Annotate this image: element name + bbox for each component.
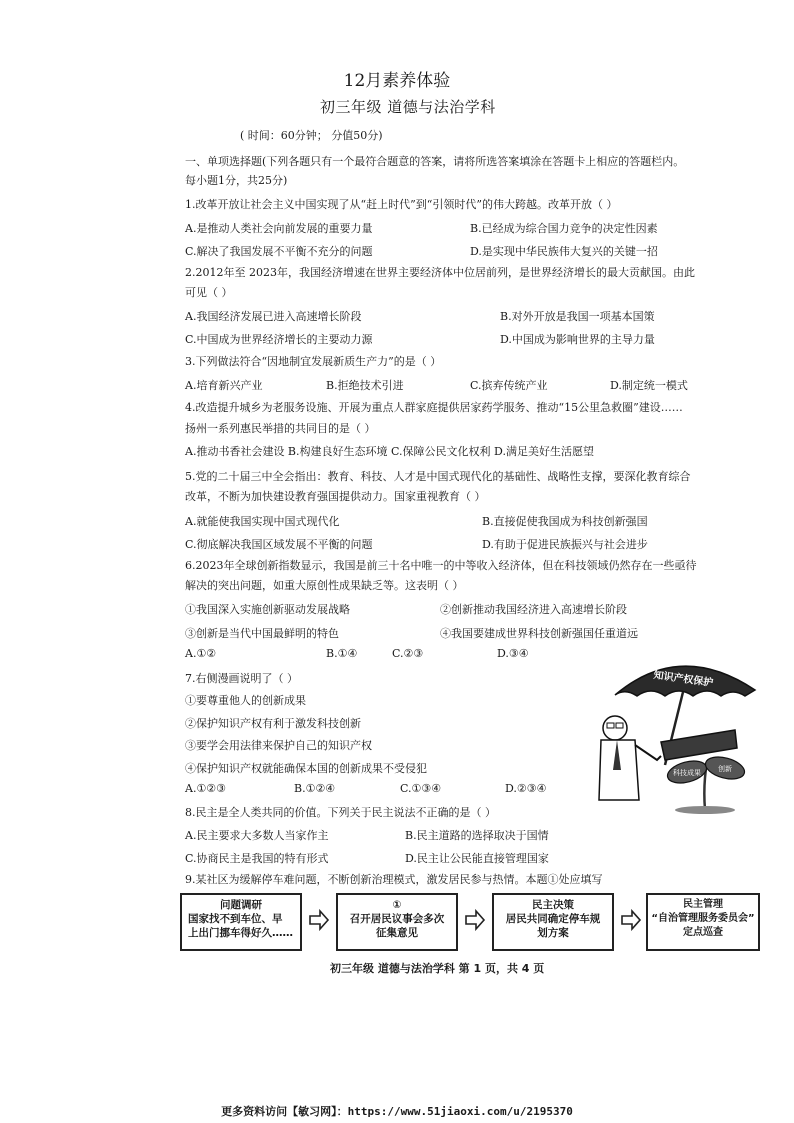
q2-option-c: C.中国成为世界经济增长的主要动力源 xyxy=(185,333,373,346)
flow-arrow-icon xyxy=(464,909,486,931)
q2-option-a: A.我国经济发展已进入高速增长阶段 xyxy=(185,310,362,323)
q6-statement-4: ④我国要建成世界科技创新强国任重道远 xyxy=(440,627,638,640)
page-footer: 初三年级 道德与法治学科 第 1 页，共 4 页 xyxy=(330,962,545,975)
q6-stem-cont: 解决的突出问题，如重大原创性成果缺乏等。这表明（ ） xyxy=(185,579,464,592)
q7-stem: 7.右侧漫画说明了（ ） xyxy=(185,672,298,685)
resource-link[interactable]: 更多资料访问【敏习网】：https://www.51jiaoxi.com/u/2195370 xyxy=(221,1105,573,1118)
q5-stem: 5.党的二十届三中全会指出：教育、科技、人才是中国式现代化的基础性、战略性支撑，要深化教育综合 xyxy=(185,470,691,483)
q3-option-a: A.培育新兴产业 xyxy=(185,379,263,392)
q6-statement-1: ①我国深入实施创新驱动发展战略 xyxy=(185,603,350,616)
q4-stem: 4.改造提升城乡为老服务设施、开展为重点人群家庭提供居家药学服务、推动“15公里急救圈”建设…… xyxy=(185,401,683,414)
q7-option-d: D.②③④ xyxy=(505,782,547,795)
q4-stem-cont: 扬州一系列惠民举措的共同目的是（ ） xyxy=(185,422,376,435)
exam-meta: ( 时间：60分钟； 分值50分) xyxy=(240,129,383,142)
flow-box-blank: ① 召开居民议事会多次 征集意见 xyxy=(336,893,458,951)
q8-option-a: A.民主要求大多数人当家作主 xyxy=(185,829,329,842)
q1-option-c: C.解决了我国发展不平衡不充分的问题 xyxy=(185,245,373,258)
flow-arrow-icon xyxy=(308,909,330,931)
q8-stem: 8.民主是全人类共同的价值。下列关于民主说法不正确的是（ ） xyxy=(185,806,496,819)
ground xyxy=(675,806,735,814)
q6-statement-3: ③创新是当代中国最鲜明的特色 xyxy=(185,627,339,640)
flow-box-research: 问题调研 国家找不到车位、早 上出门挪车得好久…… xyxy=(180,893,302,951)
section-heading: 一、单项选择题(下列各题只有一个最符合题意的答案，请将所选答案填涂在答题卡上相应的答题栏内。 xyxy=(185,155,685,168)
q6-option-b: B.①④ xyxy=(326,647,358,660)
q2-option-d: D.中国成为影响世界的主导力量 xyxy=(500,333,655,346)
q9-flowchart xyxy=(180,893,760,955)
q3-option-c: C.摈弃传统产业 xyxy=(470,379,548,392)
q6-option-c: C.②③ xyxy=(392,647,424,660)
q5-option-d: D.有助于促进民族振兴与社会进步 xyxy=(482,538,648,551)
q5-stem-cont: 改革，不断为加快建设教育强国提供动力。国家重视教育（ ） xyxy=(185,490,486,503)
q1-option-b: B.已经成为综合国力竞争的决定性因素 xyxy=(470,222,658,235)
q8-option-b: B.民主道路的选择取决于国情 xyxy=(405,829,549,842)
q6-statement-2: ②创新推动我国经济进入高速增长阶段 xyxy=(440,603,627,616)
q7-statement-1: ①要尊重他人的创新成果 xyxy=(185,694,306,707)
q8-option-c: C.协商民主是我国的特有形式 xyxy=(185,852,329,865)
q7-option-a: A.①②③ xyxy=(185,782,227,795)
exam-title: 12月素养体验 xyxy=(343,71,451,91)
q7-statement-2: ②保护知识产权有利于激发科技创新 xyxy=(185,717,361,730)
q4-options: A.推动书香社会建设 B.构建良好生态环境 C.保障公民文化权利 D.满足美好生活愿望 xyxy=(185,445,594,458)
q3-option-d: D.制定统一模式 xyxy=(610,379,688,392)
umbrella-label: 知识产权保护 xyxy=(652,669,714,690)
q7-option-c: C.①③④ xyxy=(400,782,442,795)
q8-option-d: D.民主让公民能直接管理国家 xyxy=(405,852,549,865)
q9-stem: 9.某社区为缓解停车难问题，不断创新治理模式，激发居民参与热情。本题①处应填写 xyxy=(185,873,603,886)
q1-option-d: D.是实现中华民族伟大复兴的关键一招 xyxy=(470,245,658,258)
q3-stem: 3.下列做法符合“因地制宜发展新质生产力”的是（ ） xyxy=(185,355,442,368)
q7-option-b: B.①②④ xyxy=(294,782,336,795)
q5-option-b: B.直接促使我国成为科技创新强国 xyxy=(482,515,648,528)
q6-option-d: D.③④ xyxy=(497,647,529,660)
q5-option-c: C.彻底解决我国区域发展不平衡的问题 xyxy=(185,538,373,551)
q1-option-a: A.是推动人类社会向前发展的重要力量 xyxy=(185,222,373,235)
q6-stem: 6.2023年全球创新指数显示，我国是前三十名中唯一的中等收入经济体，但在科技领域仍然存在一些亟待 xyxy=(185,559,697,572)
leaf-right-label: 创新 xyxy=(718,765,732,773)
leaf-left-label: 科技成果 xyxy=(673,769,701,777)
q7-statement-4: ④保护知识产权就能确保本国的创新成果不受侵犯 xyxy=(185,762,427,775)
q6-option-a: A.①② xyxy=(185,647,217,660)
q2-stem: 2.2012年至 2023年，我国经济增速在世界主要经济体中位居前列，是世界经济增长的最大贡献国。由此 xyxy=(185,266,695,279)
exam-subtitle: 初三年级 道德与法治学科 xyxy=(320,98,496,116)
q1-stem: 1.改革开放让社会主义中国实现了从“赶上时代”到“引领时代”的伟大跨越。改革开放（ ） xyxy=(185,198,618,211)
ip-protection-cartoon xyxy=(595,650,760,815)
q2-stem-cont: 可见（ ） xyxy=(185,286,233,299)
section-heading-cont: 每小题1分，共25分) xyxy=(185,174,288,187)
flow-arrow-icon xyxy=(620,909,642,931)
flow-box-decision: 民主决策 居民共同确定停车规 划方案 xyxy=(492,893,614,951)
q7-statement-3: ③要学会用法律来保护自己的知识产权 xyxy=(185,739,372,752)
flow-box-management: 民主管理 “自治管理服务委员会” 定点巡查 xyxy=(646,893,760,951)
q3-option-b: B.拒绝技术引进 xyxy=(326,379,404,392)
q2-option-b: B.对外开放是我国一项基本国策 xyxy=(500,310,655,323)
q5-option-a: A.就能使我国实现中国式现代化 xyxy=(185,515,340,528)
